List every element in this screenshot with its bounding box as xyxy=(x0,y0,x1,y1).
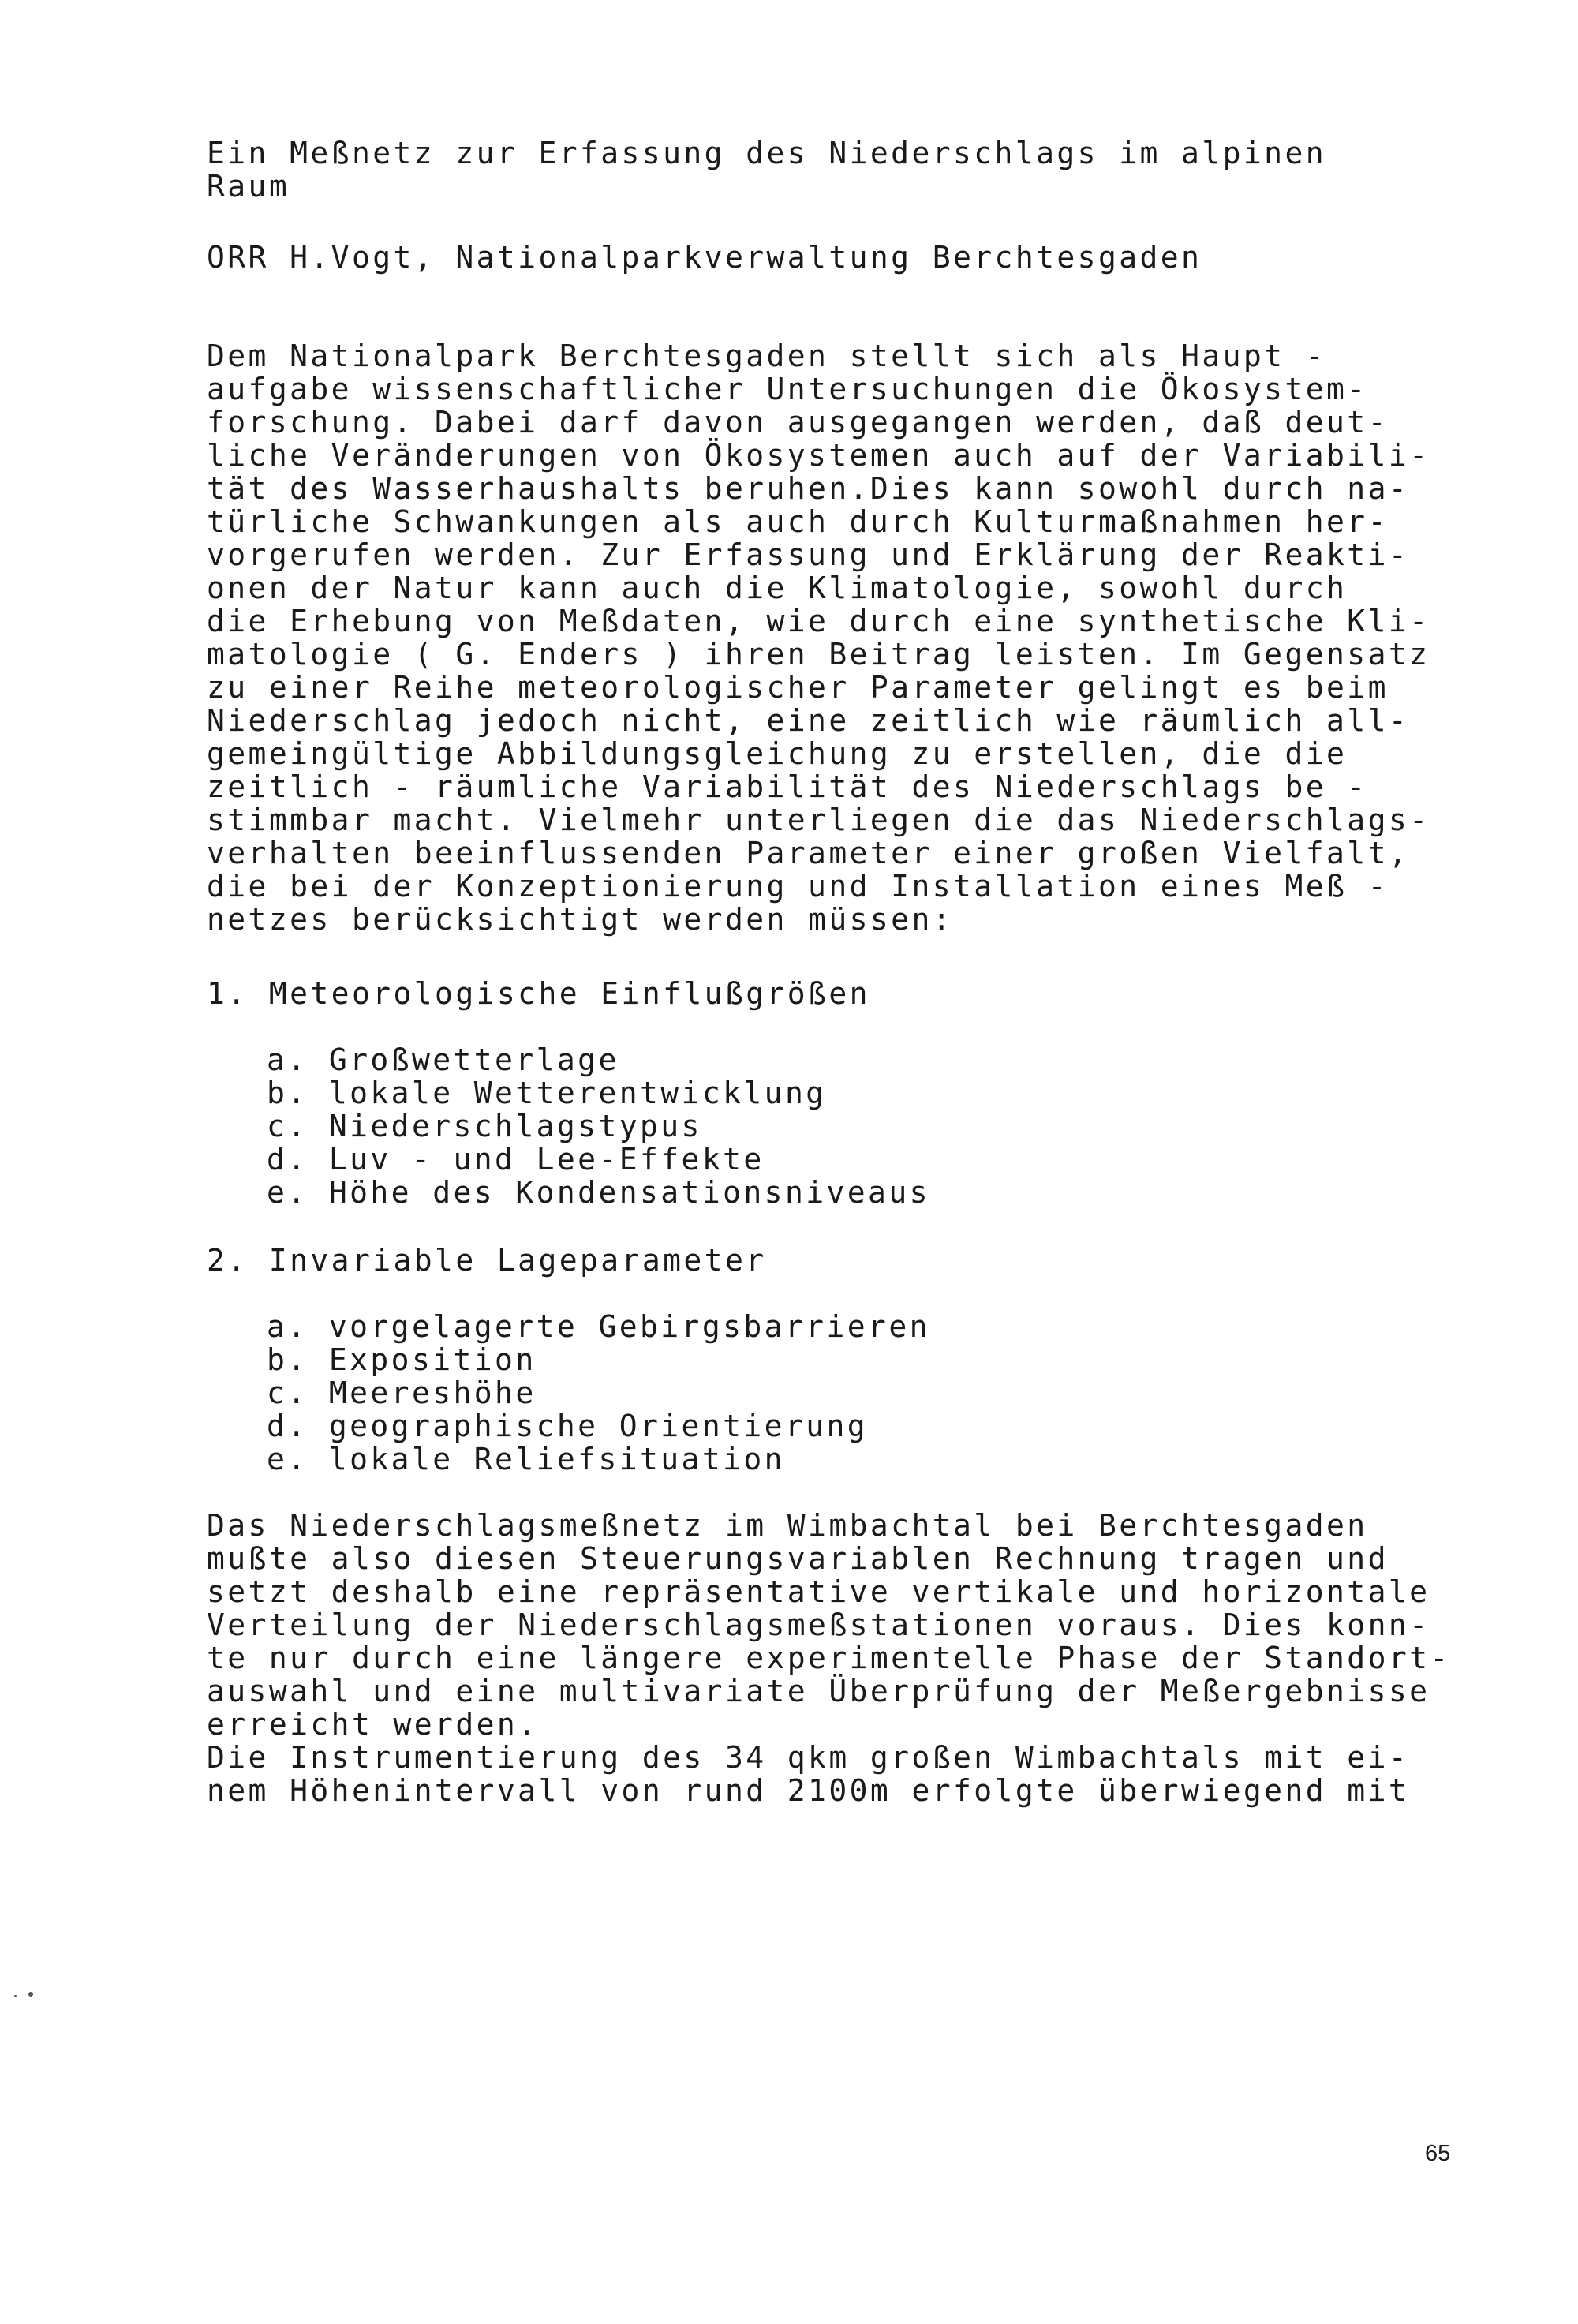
paragraph-line: vorgerufen werden. Zur Erfassung und Erklärung der Reakti- xyxy=(207,537,1410,572)
paragraph-line: nem Höhenintervall von rund 2100m erfolgte überwiegend mit xyxy=(207,1773,1410,1808)
list-item: a. Großwetterlage xyxy=(267,1042,619,1077)
list-item: e. lokale Reliefsituation xyxy=(267,1442,785,1476)
paragraph-line: tät des Wasserhaushalts beruhen.Dies kann sowohl durch na- xyxy=(207,471,1410,506)
paragraph-line: erreicht werden. xyxy=(207,1707,539,1742)
paragraph-line: te nur durch eine längere experimentelle Phase der Standort- xyxy=(207,1641,1451,1675)
list-item: d. geographische Orientierung xyxy=(267,1409,869,1443)
paragraph-line: gemeingültige Abbildungsgleichung zu erstellen, die die xyxy=(207,736,1348,771)
list-item: a. vorgelagerte Gebirgsbarrieren xyxy=(267,1309,930,1344)
page-number: 65 xyxy=(1425,2141,1451,2166)
scan-speck xyxy=(28,1992,33,1997)
list-item: b. Exposition xyxy=(267,1342,537,1377)
paragraph-line: Die Instrumentierung des 34 qkm großen Wimbachtals mit ei- xyxy=(207,1740,1410,1775)
paragraph-line: Dem Nationalpark Berchtesgaden stellt sich als Haupt - xyxy=(207,339,1327,373)
list-item: d. Luv - und Lee-Effekte xyxy=(267,1142,765,1177)
paragraph-line: netzes berücksichtigt werden müssen: xyxy=(207,902,954,937)
paragraph-line: onen der Natur kann auch die Klimatologie, sowohl durch xyxy=(207,571,1348,605)
paragraph-line: liche Veränderungen von Ökosystemen auch auf der Variabili- xyxy=(207,438,1430,473)
list-item: c. Niederschlagstypus xyxy=(267,1109,702,1143)
paragraph-line: mußte also diesen Steuerungsvariablen Rechnung tragen und xyxy=(207,1541,1389,1576)
list-item: c. Meereshöhe xyxy=(267,1375,537,1410)
paragraph-line: aufgabe wissenschaftlicher Untersuchungen die Ökosystem- xyxy=(207,372,1368,406)
paragraph-line: die Erhebung von Meßdaten, wie durch eine synthetische Kli- xyxy=(207,604,1430,638)
title-line-2: Raum xyxy=(207,169,290,204)
author-line: ORR H.Vogt, Nationalparkverwaltung Berchtesgaden xyxy=(207,240,1202,275)
list-item: b. lokale Wetterentwicklung xyxy=(267,1076,827,1110)
paragraph-line: türliche Schwankungen als auch durch Kulturmaßnahmen her- xyxy=(207,504,1389,539)
title-line-1: Ein Meßnetz zur Erfassung des Niederschlags im alpinen xyxy=(207,136,1327,170)
paragraph-line: Das Niederschlagsmeßnetz im Wimbachtal bei Berchtesgaden xyxy=(207,1508,1368,1543)
paragraph-line: Verteilung der Niederschlagsmeßstationen voraus. Dies konn- xyxy=(207,1607,1430,1642)
paragraph-line: stimmbar macht. Vielmehr unterliegen die das Niederschlags- xyxy=(207,803,1430,837)
section-1-heading: 1. Meteorologische Einflußgrößen xyxy=(207,976,870,1011)
scan-speck xyxy=(14,1995,17,1997)
paragraph-line: verhalten beeinflussenden Parameter einer großen Vielfalt, xyxy=(207,836,1410,870)
list-item: e. Höhe des Kondensationsniveaus xyxy=(267,1175,930,1210)
paragraph-line: Niederschlag jedoch nicht, eine zeitlich wie räumlich all- xyxy=(207,703,1410,738)
paragraph-line: forschung. Dabei darf davon ausgegangen werden, daß deut- xyxy=(207,405,1389,440)
paragraph-line: zu einer Reihe meteorologischer Parameter gelingt es beim xyxy=(207,670,1389,705)
paragraph-line: matologie ( G. Enders ) ihren Beitrag leisten. Im Gegensatz xyxy=(207,637,1430,672)
section-2-heading: 2. Invariable Lageparameter xyxy=(207,1243,767,1278)
paragraph-line: die bei der Konzeptionierung und Installation eines Meß - xyxy=(207,869,1389,904)
paragraph-line: auswahl und eine multivariate Überprüfung der Meßergebnisse xyxy=(207,1674,1430,1708)
paragraph-line: zeitlich - räumliche Variabilität des Niederschlags be - xyxy=(207,769,1368,804)
paragraph-line: setzt deshalb eine repräsentative vertikale und horizontale xyxy=(207,1574,1430,1609)
